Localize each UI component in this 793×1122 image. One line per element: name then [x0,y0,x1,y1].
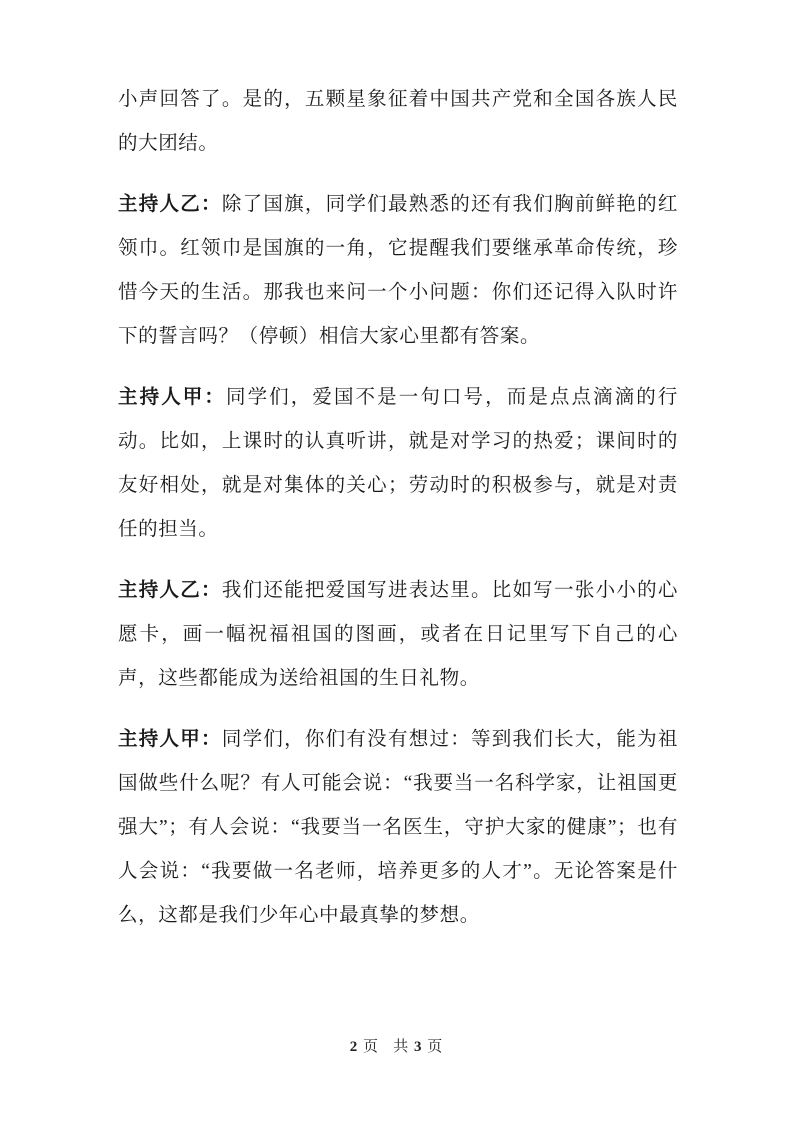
page-footer [0,1035,793,1056]
footer-total-prefix: 共 [393,1039,410,1055]
paragraph-text: 我们还能把爱国写进表达里。比如写一张小小的心愿卡，画一幅祝福祖国的图画，或者在日记里写下自己的心声，这些都能成为送给祖国的生日礼物。 [118,580,678,689]
paragraph-text: 同学们，爱国不是一句口号，而是点点滴滴的行动。比如，上课时的认真听讲，就是对学习的热爱；课间时的友好相处，就是对集体的关心；劳动时的积极参与，就是对责任的担当。 [118,387,678,540]
footer-total-suffix: 页 [427,1039,444,1055]
paragraph [118,569,678,701]
paragraph-text: 除了国旗，同学们最熟悉的还有我们胸前鲜艳的红领巾。红领巾是国旗的一角，它提醒我们要继承革命传统，珍惜今天的生活。那我也来问一个小问题：你们还记得入队时许下的誓言吗？（停顿）相信大家心里都有答案。 [118,194,678,347]
speaker-label: 主持人甲： [118,729,222,750]
document-body [118,78,678,938]
footer-page-label: 页 [362,1039,379,1055]
paragraph [118,78,678,166]
footer-current-page: 2 [349,1039,359,1055]
paragraph-text: 同学们，你们有没有想过：等到我们长大，能为祖国做些什么呢？有人可能会说：“我要当一名科学家，让祖国更强大”；有人会说：“我要当一名医生，守护大家的健康”；也有人会说：“我要做一名老师，培养更多的人才”。无论答案是什么，这都是我们少年心中最真挚的梦想。 [118,729,678,926]
paragraph-text: 小声回答了。是的，五颗星象征着中国共产党和全国各族人民的大团结。 [118,89,678,154]
speaker-label: 主持人甲： [118,387,226,408]
paragraph [118,718,678,938]
paragraph [118,183,678,359]
speaker-label: 主持人乙： [118,580,222,601]
footer-total-pages: 3 [414,1039,423,1055]
paragraph [118,376,678,552]
speaker-label: 主持人乙： [118,194,222,215]
